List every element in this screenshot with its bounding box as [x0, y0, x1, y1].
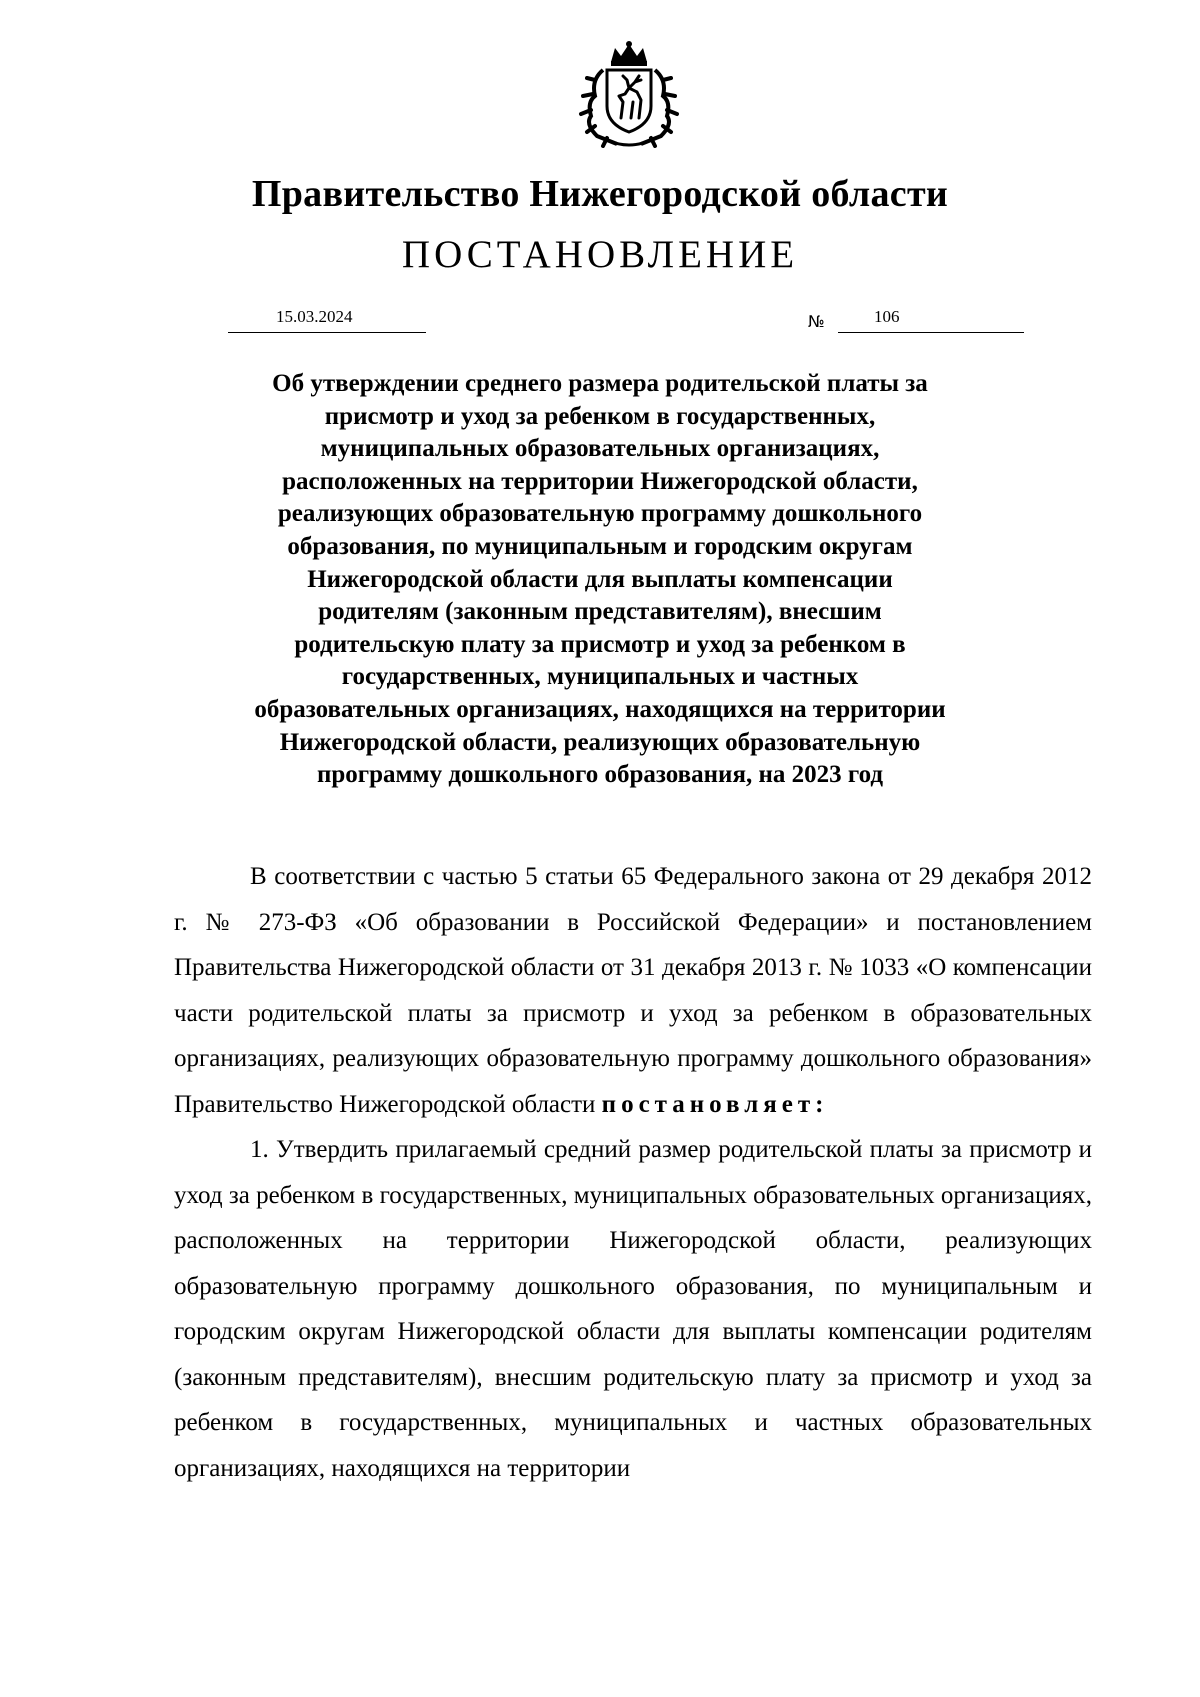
preamble-paragraph [174, 854, 1092, 1127]
document-type: ПОСТАНОВЛЕНИЕ [401, 233, 799, 276]
title-line: образования, по муниципальным и городским округам [287, 532, 913, 560]
title-line: родителям (законным представителям), внесшим [318, 598, 882, 626]
coat-of-arms-icon [577, 40, 681, 148]
document-body [174, 854, 1092, 1491]
document-number: 106 [874, 307, 900, 326]
title-line: родительскую плату за присмотр и уход за ребенком в [294, 630, 906, 658]
title-line: расположенных на территории Нижегородской области, [282, 467, 918, 495]
title-line: образовательных организациях, находящихся на территории [254, 695, 946, 723]
title-line: реализующих образовательную программу дошкольного [277, 500, 923, 528]
government-name: Правительство Нижегородской области [251, 173, 949, 215]
title-line: программу дошкольного образования, на 2023 год [316, 761, 884, 789]
title-line: Об утверждении среднего размера родительской платы за [272, 370, 928, 397]
document-number-field [838, 306, 1024, 333]
number-sign: № [808, 312, 825, 331]
document-date: 15.03.2024 [276, 307, 353, 326]
preamble-text: В соответствии с частью 5 статьи 65 Федерального закона от 29 декабря 2012 г. № 273-ФЗ «Об образовании в Российской Федерации» и постановлением Правительства Нижегородской области от 31 декабря 2013 г. № 1033 «О компенсации части родительской платы за присмотр и уход за ребенком в образовательных организациях, реализующих образовательную программу дошкольного образования» Правительство Нижегородской области [174, 863, 1092, 1118]
title-line: государственных, муниципальных и частных [341, 663, 859, 691]
title-line: Нижегородской области, реализующих образовательную [279, 728, 921, 756]
document-date-field [228, 306, 426, 333]
title-line: Нижегородской области для выплаты компенсации [307, 565, 893, 593]
title-line: муниципальных образовательных организациях, [320, 435, 880, 463]
decree-word: постановляет: [601, 1090, 829, 1118]
document-title [200, 368, 1000, 792]
item-1-paragraph: 1. Утвердить прилагаемый средний размер родительской платы за присмотр и уход за ребенком в государственных, муниципальных образовательных организациях, расположенных на территории Нижегородской области, реализующих образовательную программу дошкольного образования, по муниципальным и городским округам Нижегородской области для выплаты компенсации родителям (законным представителям), внесшим родительскую плату за присмотр и уход за ребенком в государственных, муниципальных и частных образовательных организациях, находящихся на территории [174, 1136, 1092, 1482]
title-line: присмотр и уход за ребенком в государственных, [324, 402, 876, 430]
